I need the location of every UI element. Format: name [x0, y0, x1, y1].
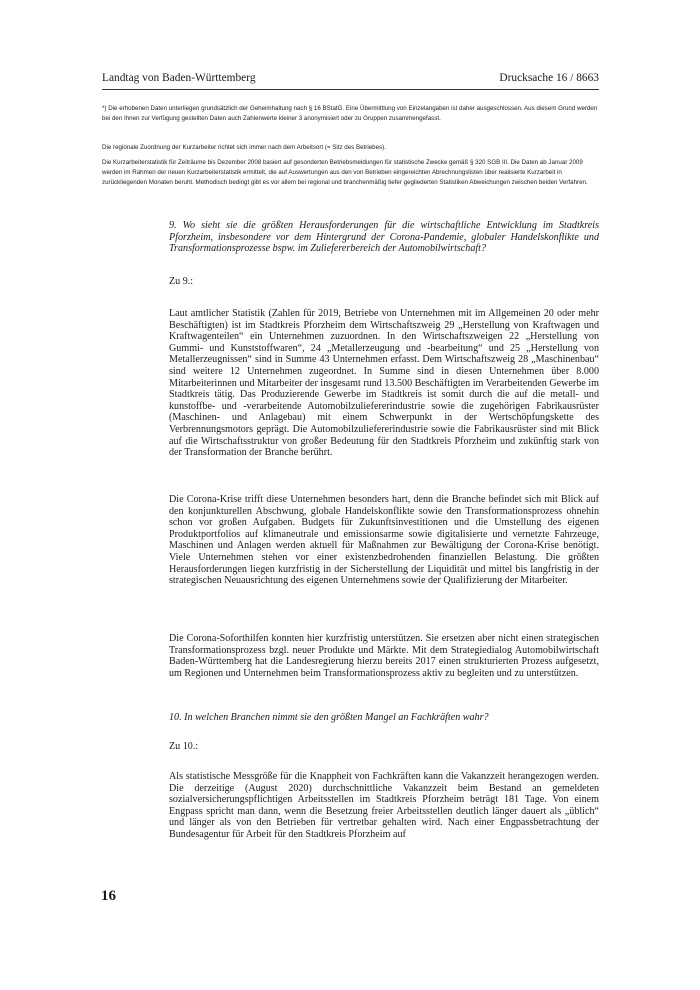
answer-10-paragraph-1: Als statistische Messgröße für die Knappheit von Fachkräften kann die Vakanzzeit herangezogen werden. Die derzeitige (August 2020) durchschnittliche Vakanzzeit beim Bestand an gemeldeten sozialversicherungspflichtigen Arbeitsstellen im Stadtkreis Pforzheim beträgt 181 Tage. Von einem Engpass spricht man dann, wenn die Besetzung freier Arbeitsstellen deutlich länger dauert als „üblich“ und länger als von den Betrieben für vertretbar gehalten wird. Nach einer Engpassbetrachtung der Bundesagentur für Arbeit für den Stadtkreis Pforzheim auf — [169, 771, 599, 840]
header-rule — [102, 89, 599, 90]
answer-9-paragraph-2: Die Corona-Krise trifft diese Unternehmen besonders hart, denn die Branche befindet sich mit Blick auf den konjunkturellen Abschwung, globale Handelskonflikte sowie den Transformationsprozess ohnehin schon vor großen Aufgaben. Budgets für Zukunftsinvestitionen und die Umstellung des eigenen Produktportfolios auf klimaneutrale und emissionsarme sowie digitalisierte und vernetzte Fahrzeuge, Maschinen und Anlagen werden aktuell für Maßnahmen zur Bewältigung der Corona-Krise benötigt. Viele Unternehmen stehen vor einer existenzbedrohenden finanziellen Belastung. Die größten Herausforderungen liegen kurzfristig in der Sicherstellung der Liquidität und mittel bis langfristig in der strategischen Neuausrichtung des eigenen Unternehmens sowie der Qualifizierung der Mitarbeiter. — [169, 494, 599, 587]
answer-9-paragraph-3: Die Corona-Soforthilfen konnten hier kurzfristig unterstützen. Sie ersetzen aber nicht einen strategischen Transformationsprozess bzgl. neuer Produkte und Märkte. Mit dem Strategiedialog Automobilwirtschaft Baden-Württemberg hat die Landesregierung hierzu bereits 2017 einen strukturierten Prozess aufgesetzt, um Regionen und Unternehmen beim Transformationsprozess aktiv zu begleiten und zu unterstützen. — [169, 633, 599, 679]
question-9: 9. Wo sieht sie die größten Herausforderungen für die wirtschaftliche Entwicklung im Stadtkreis Pforzheim, insbesondere vor dem Hintergrund der Corona-Pandemie, globaler Handelskonflikte und Transformationsprozesse bspw. im Zuliefererbereich der Automobilwirtschaft? — [169, 220, 599, 255]
question-10: 10. In welchen Branchen nimmt sie den größten Mangel an Fachkräften wahr? — [169, 712, 489, 723]
footnote-1: *) Die erhobenen Daten unterliegen grundsätzlich der Geheimhaltung nach § 16 BStatG. Eine Übermittlung von Einzelangaben ist daher ausgeschlossen. Aus diesem Grund werden bei den Ihnen zur Verfügung gestellten Daten auch Zahlenwerte kleiner 3 anonymisiert oder zu Gruppen zusammengefasst. — [102, 105, 598, 123]
footnote-3: Die Kurzarbeiterstatistik für Zeiträume bis Dezember 2008 basiert auf gesonderten Betriebsmeldungen für statistische Zwecke gemäß § 320 SGB III. Die Daten ab Januar 2009 werden im Rahmen der neuen Kurzarbeiterstatistik ermittelt, die auf Auswertungen aus den von Betrieben eingereichten Abrechnungslisten über realisierte Kurzarbeit in zurückliegenden Monaten beruht. Methodisch bedingt gibt es vor allem bei regional und branchenmäßig tiefer gegliederten Statistiken Abweichungen zwischen beiden Verfahren. — [102, 159, 588, 187]
page-number: 16 — [101, 888, 116, 904]
running-header — [102, 72, 599, 88]
footnote-2: Die regionale Zuordnung der Kurzarbeiter richtet sich immer nach dem Arbeitsort (= Sitz des Betriebes). — [102, 144, 386, 151]
answer-9-label: Zu 9.: — [169, 276, 194, 287]
answer-9-paragraph-1: Laut amtlicher Statistik (Zahlen für 2019, Betriebe von Unternehmen mit im Allgemeinen 20 oder mehr Beschäftigten) ist im Stadtkreis Pforzheim dem Wirtschaftszweig 29 „Herstellung von Kraftwagen und Kraftwagenteilen“ ein Unternehmen zuzuordnen. In den Wirtschaftszweigen 22 „Herstellung von Gummi- und Kunststoffwaren“, 24 „Metallerzeugung und -bearbeitung“ und 25 „Herstellung von Metallerzeugnissen“ sind in Summe 43 Unternehmen erfasst. Dem Wirtschaftszweig 28 „Maschinenbau“ sind weitere 12 Unternehmen zugeordnet. In Summe sind in diesen Unternehmen über 8.000 Mitarbeiterinnen und Mitarbeiter der insgesamt rund 13.500 Beschäftigten im Verarbeitenden Gewerbe im Stadtkreis tätig. Das Produzierende Gewerbe im Stadtkreis ist somit durch die auf die metall- und kunstoffbe- und -verarbeitende Automobilzuliefererindustrie sowie die zugehörigen Fabrikausrüster (Maschinen- und Anlagebau) mit einem Schwerpunkt in der Wertschöpfungskette des Verbrennungsmotors geprägt. Die Automobilzuliefererindustrie sowie die Fabrikausrüster sind mit Blick auf die Wirtschaftsstruktur von großer Bedeutung für den Stadtkreis Pforzheim und zukünftig stark von der Transformation der Branche berührt. — [169, 308, 599, 459]
header-document-number: Drucksache 16 / 8663 — [499, 72, 599, 84]
header-parliament: Landtag von Baden-Württemberg — [102, 72, 256, 84]
answer-10-label: Zu 10.: — [169, 741, 199, 752]
